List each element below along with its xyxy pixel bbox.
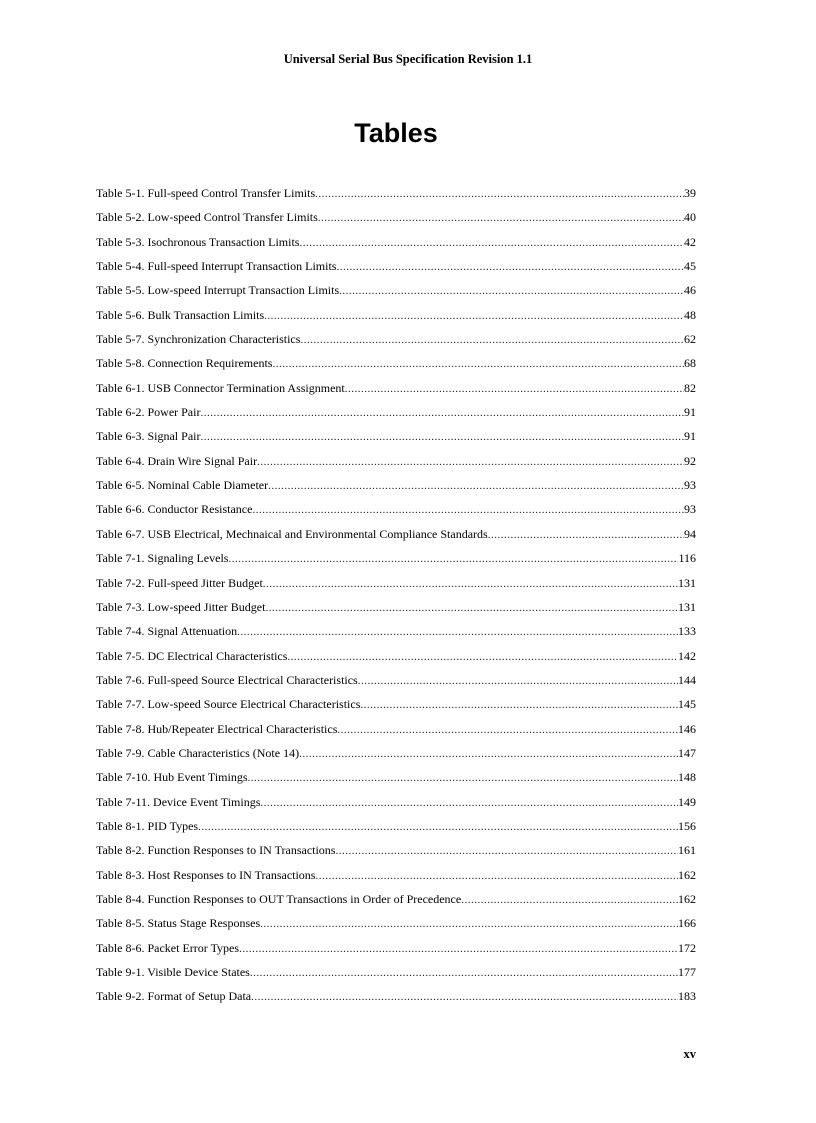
- table-of-tables-list: [96, 185, 696, 1013]
- toc-entry-page: 40: [684, 210, 696, 225]
- toc-entry[interactable]: [96, 282, 696, 306]
- dot-leader: [250, 964, 678, 981]
- toc-entry[interactable]: [96, 380, 696, 404]
- dot-leader: [300, 331, 684, 348]
- toc-entry-page: 177: [678, 965, 696, 979]
- dot-leader: [345, 380, 684, 397]
- toc-entry[interactable]: [96, 696, 696, 720]
- dot-leader: [260, 794, 678, 811]
- toc-entry[interactable]: [96, 672, 696, 696]
- toc-entry-label: Table 6-7. USB Electrical, Mechnaical and Environmental Compliance Standards: [96, 526, 488, 541]
- toc-entry-label: Table 7-5. DC Electrical Characteristics: [96, 648, 288, 663]
- page-number: xv: [683, 1047, 696, 1061]
- dot-leader: [252, 501, 684, 518]
- toc-entry[interactable]: [96, 599, 696, 623]
- toc-entry[interactable]: [96, 185, 696, 209]
- toc-entry-label: Table 5-6. Bulk Transaction Limits: [96, 307, 265, 322]
- dot-leader: [228, 550, 678, 567]
- toc-entry[interactable]: [96, 209, 696, 233]
- page-title: Tables: [354, 118, 438, 148]
- toc-entry-label: Table 6-5. Nominal Cable Diameter: [96, 478, 269, 493]
- toc-entry-page: 142: [678, 648, 696, 663]
- toc-entry[interactable]: [96, 258, 696, 282]
- toc-entry[interactable]: [96, 818, 696, 842]
- toc-entry-label: Table 8-4. Function Responses to OUT Transactions in Order of Precedence: [96, 891, 462, 906]
- toc-entry-page: 146: [678, 721, 696, 736]
- dot-leader: [268, 477, 684, 494]
- toc-entry-page: 133: [678, 624, 696, 639]
- toc-entry-page: 116: [678, 551, 696, 566]
- toc-entry-page: 183: [678, 989, 696, 1004]
- dot-leader: [263, 575, 678, 592]
- toc-entry[interactable]: [96, 842, 696, 866]
- toc-entry-label: Table 8-6. Packet Error Types: [96, 940, 240, 955]
- dot-leader: [200, 428, 684, 445]
- dot-leader: [287, 648, 678, 665]
- toc-entry-page: 62: [684, 332, 696, 347]
- toc-entry[interactable]: [96, 648, 696, 672]
- toc-entry[interactable]: [96, 428, 696, 452]
- toc-entry-label: Table 5-1. Full-speed Control Transfer Limits: [96, 186, 316, 200]
- toc-entry-page: 166: [678, 916, 696, 931]
- toc-entry-page: 46: [684, 283, 696, 298]
- toc-entry-label: Table 7-3. Low-speed Jitter Budget: [96, 599, 266, 614]
- dot-leader: [461, 891, 678, 908]
- toc-entry[interactable]: [96, 355, 696, 379]
- toc-entry[interactable]: [96, 623, 696, 647]
- toc-entry-page: 94: [684, 526, 696, 541]
- toc-entry-label: Table 8-3. Host Responses to IN Transactions: [96, 867, 316, 882]
- toc-entry[interactable]: [96, 988, 696, 1012]
- toc-entry-page: 42: [684, 234, 696, 249]
- toc-entry[interactable]: [96, 915, 696, 939]
- running-header: Universal Serial Bus Specification Revision 1.1: [283, 52, 533, 66]
- toc-entry-page: 131: [678, 575, 696, 590]
- dot-leader: [336, 258, 684, 275]
- toc-entry[interactable]: [96, 501, 696, 525]
- dot-leader: [315, 867, 678, 884]
- toc-entry[interactable]: [96, 745, 696, 769]
- dot-leader: [272, 355, 684, 372]
- toc-entry-label: Table 5-8. Connection Requirements: [96, 356, 273, 371]
- toc-entry-page: 48: [684, 307, 696, 322]
- toc-entry-page: 162: [678, 867, 696, 882]
- toc-entry-label: Table 7-2. Full-speed Jitter Budget: [96, 575, 263, 590]
- toc-entry-label: Table 9-1. Visible Device States: [96, 965, 250, 979]
- toc-entry-label: Table 6-1. USB Connector Termination Assignment: [96, 380, 345, 395]
- dot-leader: [264, 307, 684, 324]
- toc-entry-page: 156: [678, 818, 696, 833]
- toc-entry[interactable]: [96, 404, 696, 428]
- toc-entry[interactable]: [96, 453, 696, 477]
- toc-entry-page: 145: [678, 697, 696, 712]
- toc-entry-page: 162: [678, 891, 696, 906]
- toc-entry[interactable]: [96, 575, 696, 599]
- toc-entry-page: 93: [684, 502, 696, 517]
- dot-leader: [265, 599, 678, 616]
- toc-entry-label: Table 5-3. Isochronous Transaction Limits: [96, 234, 300, 249]
- dot-leader: [248, 769, 679, 786]
- toc-entry[interactable]: [96, 477, 696, 501]
- toc-entry-label: Table 7-1. Signaling Levels: [96, 551, 229, 566]
- dot-leader: [260, 915, 678, 932]
- toc-entry-label: Table 7-10. Hub Event Timings: [96, 770, 248, 785]
- dot-leader: [257, 453, 684, 470]
- toc-entry[interactable]: [96, 794, 696, 818]
- toc-entry-label: Table 7-4. Signal Attenuation: [96, 624, 238, 639]
- dot-leader: [200, 404, 684, 421]
- toc-entry-page: 68: [684, 356, 696, 371]
- dot-leader: [360, 696, 678, 713]
- toc-entry[interactable]: [96, 891, 696, 915]
- dot-leader: [198, 818, 678, 835]
- toc-entry-label: Table 5-4. Full-speed Interrupt Transaction Limits: [96, 259, 337, 274]
- dot-leader: [337, 721, 678, 738]
- toc-entry[interactable]: [96, 307, 696, 331]
- toc-entry-page: 93: [684, 478, 696, 493]
- toc-entry-page: 147: [678, 745, 696, 760]
- toc-entry[interactable]: [96, 940, 696, 964]
- toc-entry-page: 45: [684, 259, 696, 274]
- toc-entry-label: Table 7-9. Cable Characteristics (Note 14): [96, 745, 300, 760]
- dot-leader: [237, 623, 678, 640]
- dot-leader: [488, 526, 684, 543]
- toc-entry-label: Table 5-5. Low-speed Interrupt Transaction Limits: [96, 283, 340, 298]
- toc-entry-label: Table 8-5. Status Stage Responses: [96, 916, 261, 931]
- toc-entry[interactable]: [96, 769, 696, 793]
- toc-entry-label: Table 8-2. Function Responses to IN Transactions: [96, 843, 336, 858]
- toc-entry-page: 91: [684, 405, 696, 420]
- toc-entry[interactable]: [96, 526, 696, 550]
- toc-entry[interactable]: [96, 550, 696, 574]
- toc-entry-label: Table 6-2. Power Pair: [96, 405, 201, 420]
- toc-entry-page: 39: [684, 186, 696, 200]
- toc-entry-label: Table 7-6. Full-speed Source Electrical Characteristics: [96, 672, 358, 687]
- toc-entry[interactable]: [96, 721, 696, 745]
- dot-leader: [239, 940, 678, 957]
- toc-entry-label: Table 9-2. Format of Setup Data: [96, 989, 252, 1004]
- toc-entry-label: Table 6-4. Drain Wire Signal Pair: [96, 453, 258, 468]
- toc-entry-page: 161: [678, 843, 696, 858]
- toc-entry-label: Table 5-7. Synchronization Characteristics: [96, 332, 301, 347]
- toc-entry-page: 131: [678, 599, 696, 614]
- toc-entry-page: 149: [678, 794, 696, 809]
- toc-entry-label: Table 8-1. PID Types: [96, 818, 199, 833]
- dot-leader: [299, 745, 678, 762]
- toc-entry-label: Table 7-7. Low-speed Source Electrical Characteristics: [96, 697, 361, 712]
- dot-leader: [358, 672, 678, 689]
- toc-entry[interactable]: [96, 331, 696, 355]
- toc-entry-label: Table 6-3. Signal Pair: [96, 429, 201, 444]
- toc-entry[interactable]: [96, 234, 696, 258]
- toc-entry-label: Table 5-2. Low-speed Control Transfer Limits: [96, 210, 318, 225]
- toc-entry-label: Table 7-11. Device Event Timings: [96, 794, 261, 809]
- dot-leader: [299, 234, 684, 251]
- dot-leader: [315, 185, 684, 202]
- toc-entry-page: 92: [684, 453, 696, 468]
- toc-entry-label: Table 6-6. Conductor Resistance: [96, 502, 253, 517]
- dot-leader: [335, 842, 678, 859]
- toc-entry-page: 148: [678, 770, 696, 785]
- toc-entry-page: 144: [678, 672, 696, 687]
- dot-leader: [251, 988, 678, 1005]
- toc-entry-page: 172: [678, 940, 696, 955]
- dot-leader: [339, 282, 684, 299]
- toc-entry[interactable]: [96, 867, 696, 891]
- toc-entry-page: 91: [684, 429, 696, 444]
- toc-entry[interactable]: [96, 964, 696, 988]
- toc-entry-page: 82: [684, 380, 696, 395]
- toc-entry-label: Table 7-8. Hub/Repeater Electrical Characteristics: [96, 721, 338, 736]
- dot-leader: [318, 209, 684, 226]
